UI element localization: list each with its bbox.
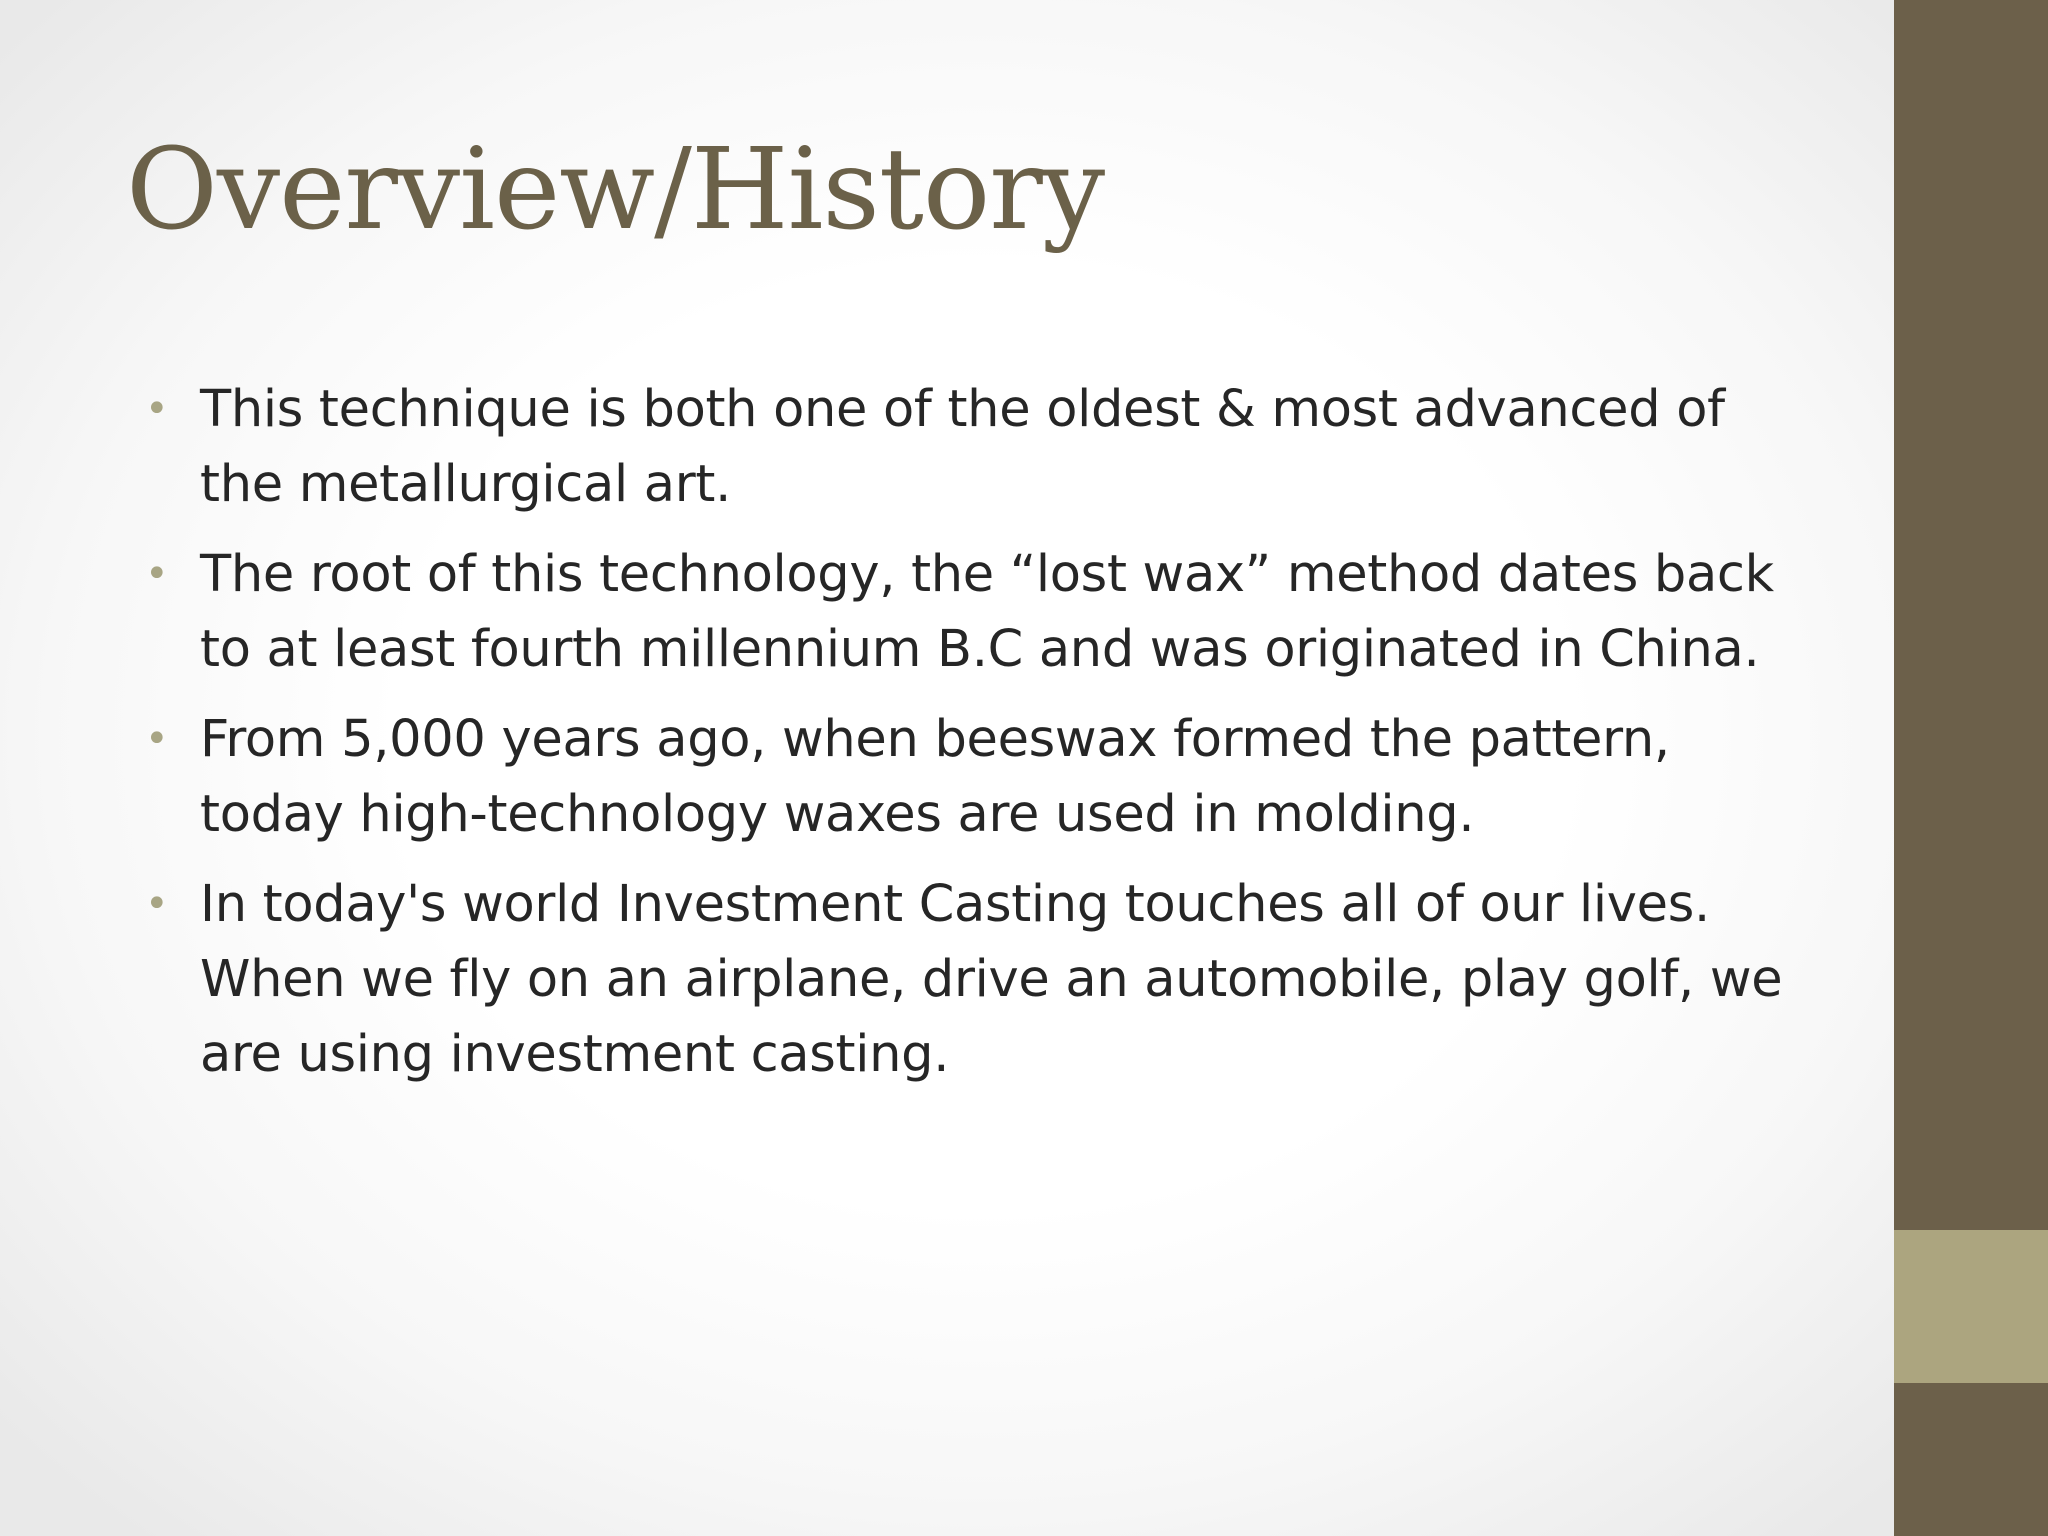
bullet-dot-icon: • — [145, 716, 169, 762]
bullet-item — [145, 372, 1800, 522]
slide-title: Overview/History — [126, 125, 1105, 255]
side-bar-accent-block — [1894, 1230, 2048, 1383]
bullet-dot-icon: • — [145, 881, 169, 927]
bullet-dot-icon: • — [145, 386, 169, 432]
bullet-item — [145, 867, 1800, 1092]
bullet-text: In today's world Investment Casting touches all of our lives. When we fly on an airplane, drive an automobile, play golf, we are using investment casting. — [200, 875, 1783, 1084]
bullet-dot-icon: • — [145, 551, 169, 597]
bullet-list — [145, 372, 1800, 1107]
bullet-text: This technique is both one of the oldest & most advanced of the metallurgical art. — [200, 380, 1725, 514]
bullet-item — [145, 537, 1800, 687]
bullet-item — [145, 702, 1800, 852]
bullet-text: From 5,000 years ago, when beeswax formed the pattern, today high-technology waxes are used in molding. — [200, 710, 1670, 844]
bullet-text: The root of this technology, the “lost wax” method dates back to at least fourth millennium B.C and was originated in China. — [200, 545, 1774, 679]
